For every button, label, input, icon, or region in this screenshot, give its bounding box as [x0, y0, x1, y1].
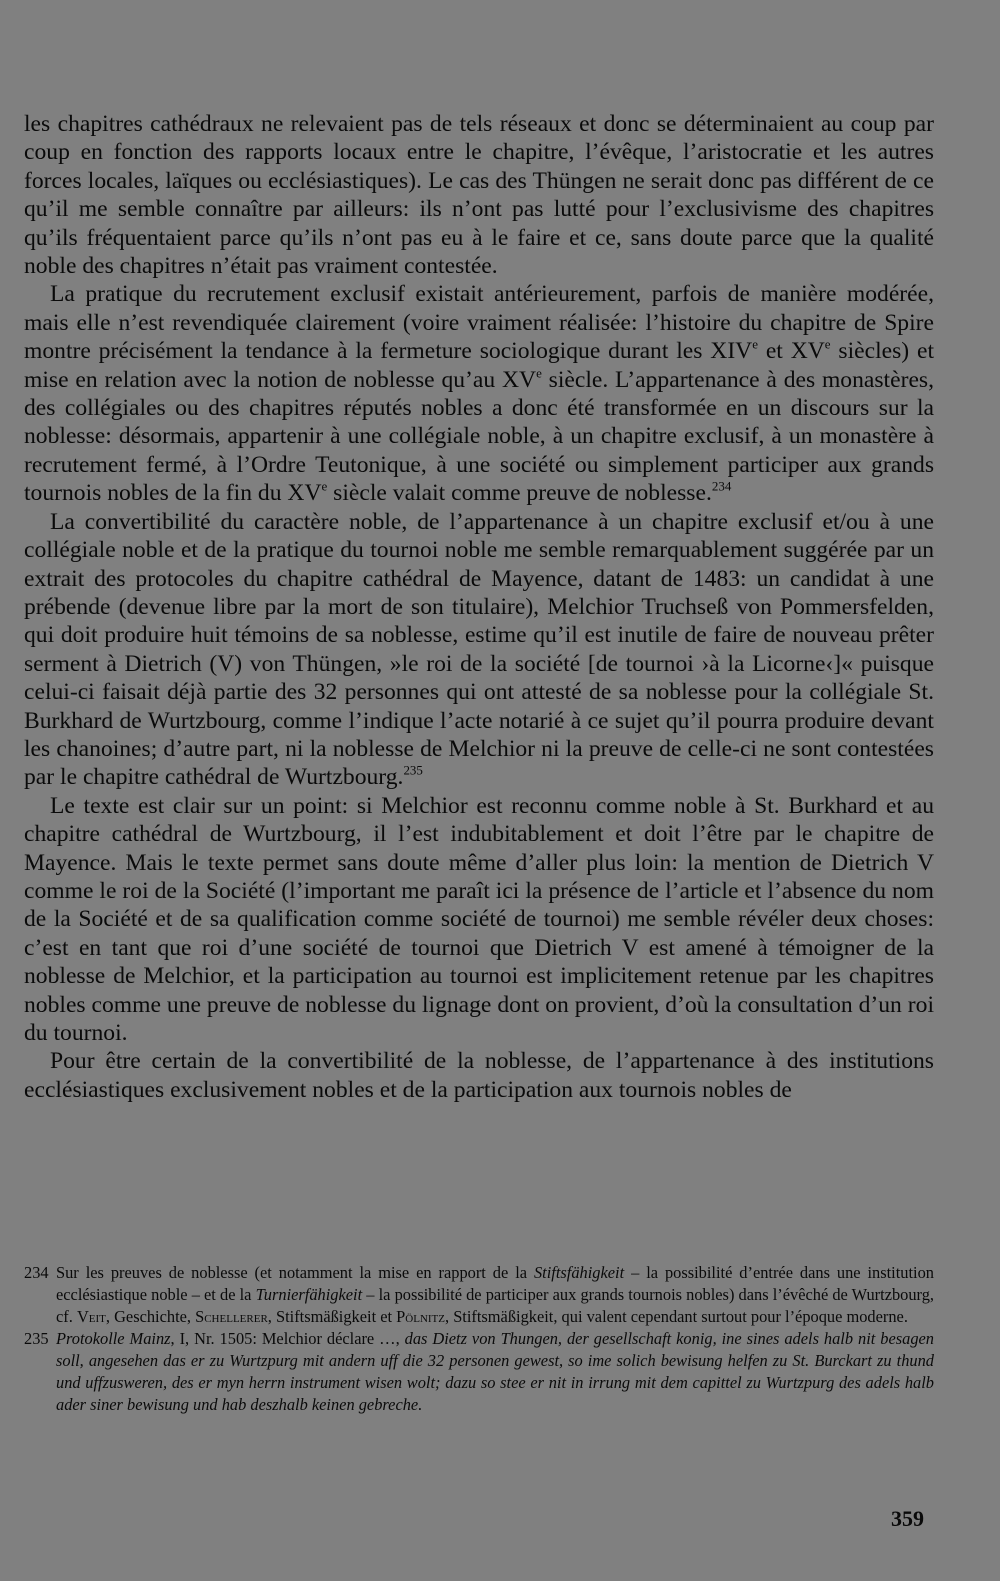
paragraph [24, 792, 934, 1048]
superscript: e [824, 336, 831, 352]
body-paragraphs [24, 110, 934, 1104]
italic-text: Turnierfähigkeit [255, 1285, 363, 1304]
page-number: 359 [891, 1506, 924, 1531]
footnote [24, 1328, 934, 1416]
text-segment: La pratique du recrutement exclusif existait antérieurement, parfois de manière modérée, mais elle n’est revendiquée clairement (voire vraiment réalisée: l’histoire du chapitre de Spire montre précisément la tendance à la fermeture sociologique durant les XIV [24, 281, 934, 365]
footnote [24, 1262, 934, 1328]
superscript: 235 [403, 762, 423, 778]
text-segment: Pour être certain de la convertibilité de la noblesse, de l’appartenance à des institutions ecclésiastiques exclusivement nobles et de la participation aux tournois nobles de [24, 1048, 934, 1103]
text-segment: , Stiftsmäßigkeit, qui valent cependant surtout pour l’époque moderne. [445, 1307, 908, 1326]
italic-text: Protokolle Mainz [56, 1329, 171, 1348]
italic-text: das Dietz von Thungen, der gesellschaft konig, ine sines adels halb nit besagen soll, angesehen das er zu Wurtzpurg mit andern uff die 32 personen gewest, so ime solich bewisung helfen zu St. Burckart zu thund und uffzusweren, des er myn herrn instrument wisen wolt; dazu so stee er nit in irrung mit dem capittel zu Wurtzpurg des adels halb ader siner bewisung und hab deszhalb keinen gebreche. [56, 1329, 934, 1414]
text-segment: – la possibilité de participer aux grands tournois nobles) dans l’évêché de Wurtzbourg, cf. [56, 1285, 935, 1326]
text-segment: , Geschichte, [105, 1307, 196, 1326]
paragraph [24, 110, 934, 280]
footnote-text [56, 1262, 934, 1328]
footnotes [24, 1262, 934, 1416]
author-name: Schellerer [195, 1307, 268, 1326]
text-segment: , I, Nr. 1505: Melchior déclare …, [170, 1329, 405, 1348]
text-segment: La convertibilité du caractère noble, de l’appartenance à un chapitre exclusif et/ou à une collégiale noble et de la pratique du tournoi noble me semble remarquablement suggérée par un extrait des protocoles du chapitre cathédral de Mayence, datant de 1483: un candidat à une prébende (devenue libre par la mort de son titulaire), Melchior Truchseß von Pommersfelden, qui doit produire huit témoins de sa noblesse, estime qu’il est inutile de faire de nouveau prêter serment à Dietrich (V) von Thüngen, »le roi de la société [de tournoi ›à la Licorne‹]« puisque celui-ci faisait déjà partie des 32 personnes qui ont attesté de sa noblesse pour la collégiale St. Burkhard de Wurtzbourg, comme l’indique l’acte notarié à ce sujet qu’il pourra produire devant les chanoines; d’autre part, ni la noblesse de Melchior ni la preuve de celle-ci ne sont contestées par le chapitre cathédral de Wurtzbourg. [24, 508, 934, 791]
italic-text: Stiftsfähigkeit [533, 1263, 625, 1282]
footnote-text [56, 1328, 934, 1416]
superscript: e [321, 478, 328, 494]
text-segment: siècles) et mise en relation avec la notion de noblesse qu’au XV [24, 338, 934, 393]
text-segment: Le texte est clair sur un point: si Melchior est reconnu comme noble à St. Burkhard et au chapitre cathédral de Wurtzbourg, il l’est indubitablement et doit l’être par le chapitre de Mayence. Mais le texte permet sans doute même d’aller plus loin: la mention de Dietrich V comme le roi de la Société (l’important me paraît ici la présence de l’article et l’absence du nom de la Société et de sa qualification comme société de tournoi) me semble révéler deux choses: c’est en tant que roi d’une société de tournoi que Dietrich V est amené à témoigner de la noblesse de Melchior, et la participation au tournoi est implicitement retenue par les chapitres nobles comme une preuve de noblesse du lignage dont on provient, d’où la consultation d’un roi du tournoi. [24, 792, 934, 1046]
superscript: e [752, 336, 758, 352]
main-text [24, 110, 934, 1104]
superscript: e [536, 364, 542, 380]
paragraph [24, 508, 934, 792]
text-segment: les chapitres cathédraux ne relevaient pas de tels réseaux et donc se déterminaient au coup par coup en fonction des rapports locaux entre le chapitre, l’évêque, l’aristocratie et les autres forces locales, laïques ou ecclésiastiques). Le cas des Thüngen ne serait donc pas différent de ce qu’il me semble connaître par ailleurs: ils n’ont pas lutté pour l’exclusivisme des chapitres qu’ils fréquentaient parce qu’ils n’ont pas eu à le faire et ce, sans doute parce que la qualité noble des chapitres n’était pas vraiment contestée. [24, 111, 934, 280]
footnote-number: 235 [24, 1329, 49, 1348]
text-segment: Sur les preuves de noblesse (et notamment la mise en rapport de la [56, 1263, 534, 1282]
footnote-number: 234 [24, 1263, 49, 1282]
text-segment: siècle valait comme preuve de noblesse. [327, 480, 712, 507]
text-segment: et XV [758, 338, 825, 365]
text-segment: – la possibilité d’entrée dans une institution ecclésiastique noble – et de la [56, 1263, 934, 1304]
text-segment: , Stiftsmäßigkeit et [267, 1307, 397, 1326]
text-segment: siècle. L’appartenance à des monastères, des collégiales ou des chapitres réputés nobles a donc été transformée en un discours sur la noblesse: désormais, appartenir à une collégiale noble, à un chapitre exclusif, à un monastère à recrutement fermé, à l’Ordre Teutonique, à une société ou simplement participer aux grands tournois nobles de la fin du XV [24, 366, 934, 507]
paragraph [24, 280, 934, 507]
paragraph [24, 1047, 934, 1104]
author-name: Veit [76, 1307, 106, 1326]
superscript: 234 [711, 478, 732, 494]
author-name: Pölnitz [396, 1307, 445, 1326]
